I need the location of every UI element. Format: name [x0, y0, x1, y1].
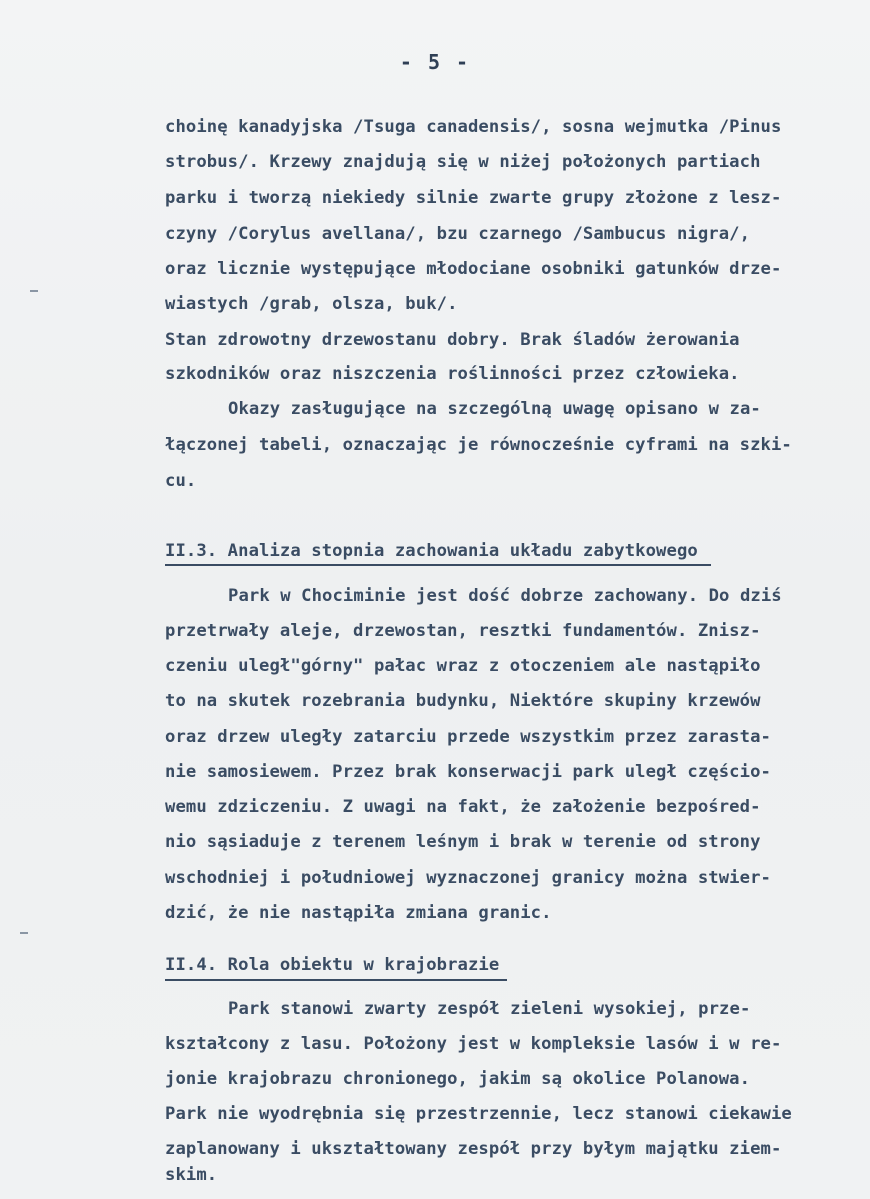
- text-line: łączonej tabeli, oznaczając je równocześnie cyframi na szki-: [165, 435, 792, 455]
- text-line: Okazy zasługujące na szczególną uwagę opisano w za-: [228, 399, 761, 419]
- heading-underline: [165, 979, 507, 981]
- text-line: czyny /Corylus avellana/, bzu czarnego /Sambucus nigra/,: [165, 224, 751, 244]
- text-line: skim.: [165, 1165, 218, 1185]
- page-number: - 5 -: [399, 50, 471, 74]
- section-heading: II.4. Rola obiektu w krajobrazie: [165, 955, 500, 975]
- heading-underline: [165, 564, 711, 566]
- text-line: przetrwały aleje, drzewostan, resztki fundamentów. Znisz-: [165, 621, 761, 641]
- margin-mark: [20, 932, 28, 934]
- text-line: nio sąsiaduje z terenem leśnym i brak w terenie od strony: [165, 832, 761, 852]
- text-line: oraz licznie występujące młodociane osobniki gatunków drze-: [165, 259, 782, 279]
- text-line: wiastych /grab, olsza, buk/.: [165, 294, 458, 314]
- text-line: Stan zdrowotny drzewostanu dobry. Brak śladów żerowania: [165, 330, 740, 350]
- text-line: strobus/. Krzewy znajdują się w niżej położonych partiach: [165, 152, 761, 172]
- text-line: Park stanowi zwarty zespół zieleni wysokiej, prze-: [228, 999, 751, 1019]
- text-line: parku i tworzą niekiedy silnie zwarte grupy złożone z lesz-: [165, 188, 782, 208]
- text-line: jonie krajobrazu chronionego, jakim są okolice Polanowa.: [165, 1069, 751, 1089]
- text-line: szkodników oraz niszczenia roślinności przez człowieka.: [165, 364, 740, 384]
- text-line: wschodniej i południowej wyznaczonej granicy można stwier-: [165, 868, 771, 888]
- text-line: to na skutek rozebrania budynku, Niektóre skupiny krzewów: [165, 691, 761, 711]
- text-line: choinę kanadyjska /Tsuga canadensis/, sosna wejmutka /Pinus: [165, 117, 782, 137]
- text-line: kształcony z lasu. Położony jest w kompleksie lasów i w re-: [165, 1034, 782, 1054]
- text-line: wemu zdziczeniu. Z uwagi na fakt, że założenie bezpośred-: [165, 797, 761, 817]
- text-line: cu.: [165, 471, 197, 491]
- text-line: Park nie wyodrębnia się przestrzennie, lecz stanowi ciekawie: [165, 1104, 792, 1124]
- text-line: nie samosiewem. Przez brak konserwacji park uległ częścio-: [165, 762, 771, 782]
- text-line: Park w Chociminie jest dość dobrze zachowany. Do dziś: [228, 586, 782, 606]
- text-line: dzić, że nie nastąpiła zmiana granic.: [165, 903, 552, 923]
- text-line: oraz drzew uległy zatarciu przede wszystkim przez zarasta-: [165, 727, 771, 747]
- text-line: zaplanowany i ukształtowany zespół przy byłym majątku ziem-: [165, 1139, 782, 1159]
- text-line: czeniu uległ"górny" pałac wraz z otoczeniem ale nastąpiło: [165, 656, 761, 676]
- margin-mark: [30, 290, 38, 292]
- section-heading: II.3. Analiza stopnia zachowania układu zabytkowego: [165, 541, 698, 561]
